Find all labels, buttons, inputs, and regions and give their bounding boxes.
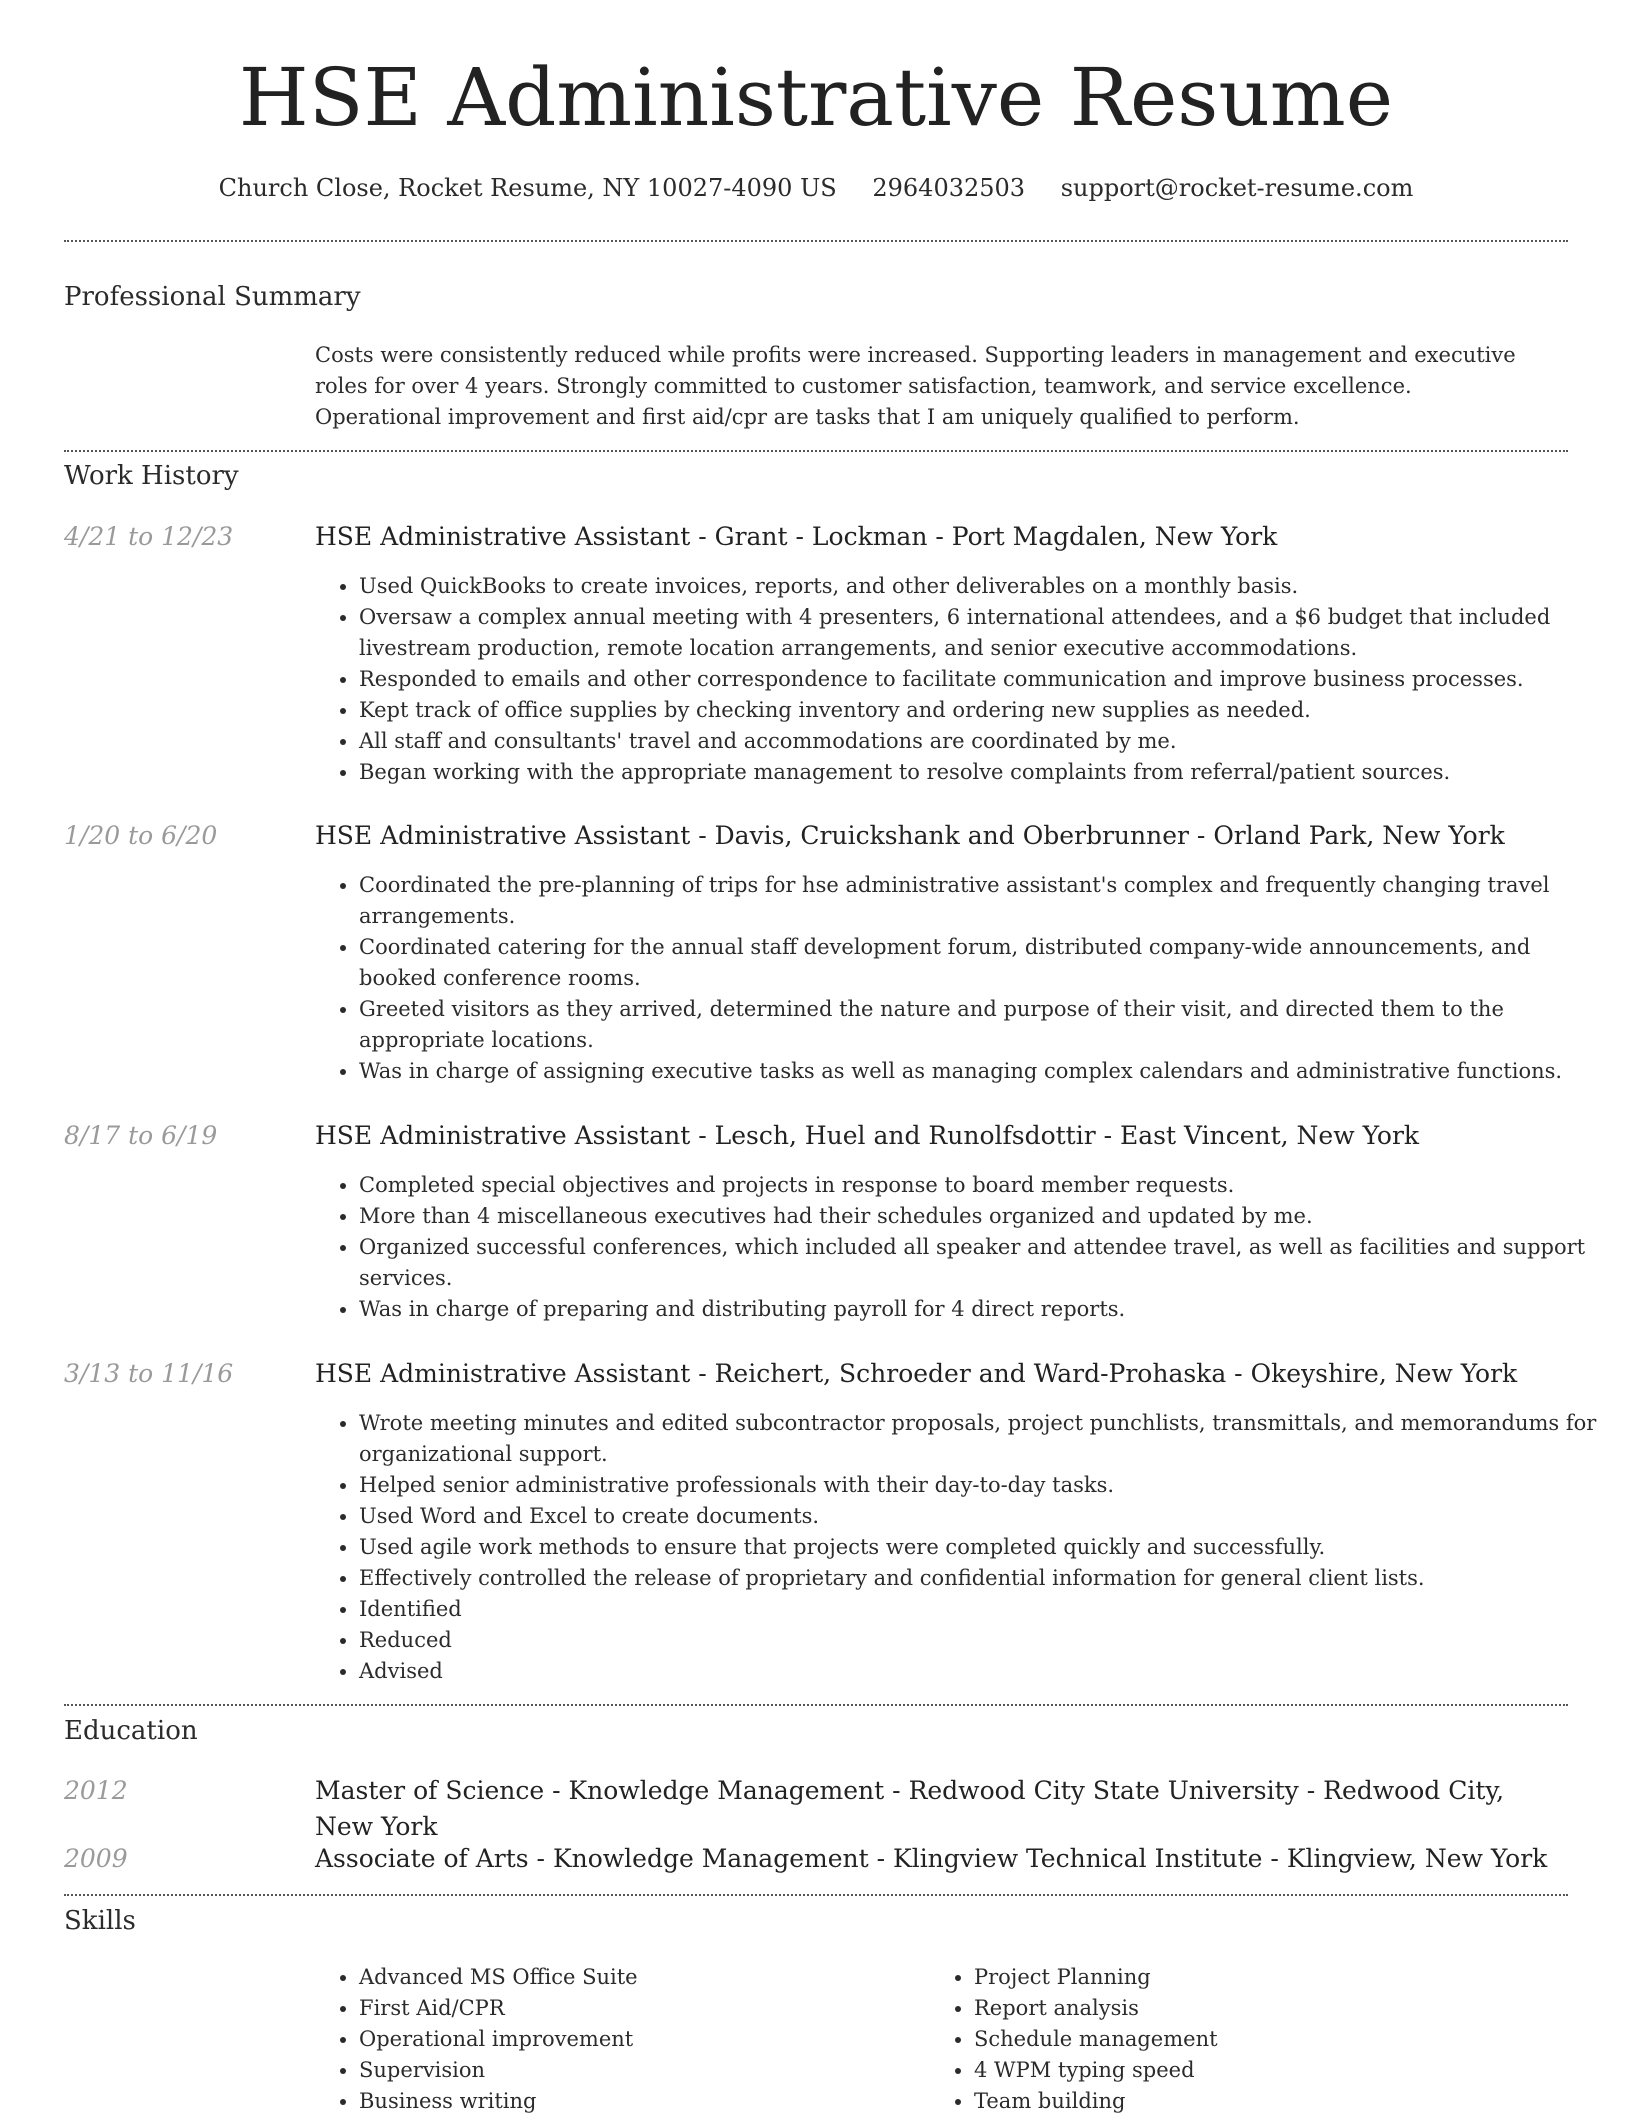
section-title-summary: Professional Summary [64,282,361,312]
skill-item: • First Aid/CPR [359,1993,638,2024]
job-role: HSE Administrative Assistant [315,821,691,850]
contact-email: support@rocket-resume.com [1060,174,1414,202]
education-heading: Master of Science - Knowledge Management - Redwood City State University - Redwood City, New York [315,1776,1505,1841]
education-school: Klingview Technical Institute [893,1844,1263,1873]
skill-item: • Operational improvement [359,2024,638,2055]
education-location: Redwood City, New York [315,1776,1505,1841]
job-bullets [315,870,1612,1087]
skill-item: • Team building [974,2086,1218,2117]
job-heading: HSE Administrative Assistant - Lesch, Huel and Runolfsdottir - East Vincent, New York [315,1121,1420,1150]
list-item: • All staff and consultants' travel and accommodations are coordinated by me. [359,726,1612,757]
list-item: • Greeted visitors as they arrived, determined the nature and purpose of their visit, and directed them to the appropriate locations. [359,994,1612,1056]
job-role: HSE Administrative Assistant [315,522,691,551]
list-item: • Helped senior administrative professionals with their day-to-day tasks. [359,1470,1612,1501]
divider [64,1704,1568,1706]
skill-item: • Advanced MS Office Suite [359,1962,638,1993]
job-bullets [315,1408,1612,1687]
list-item: • Oversaw a complex annual meeting with 4 presenters, 6 international attendees, and a $6 budget that included livestream production, remote location arrangements, and senior executive accommodations. [359,602,1612,664]
job-date: 4/21 to 12/23 [64,522,234,551]
section-title-education: Education [64,1716,198,1746]
skill-item: • Business writing [359,2086,638,2117]
education-field: Knowledge Management [568,1776,885,1805]
list-item: • Kept track of office supplies by checking inventory and ordering new supplies as needed. [359,695,1612,726]
education-field: Knowledge Management [552,1844,869,1873]
job-location: Okeyshire, New York [1250,1359,1518,1388]
job-role: HSE Administrative Assistant [315,1121,691,1150]
job-location: Port Magdalen, New York [951,522,1278,551]
list-item: • Was in charge of preparing and distributing payroll for 4 direct reports. [359,1294,1612,1325]
list-item: • Advised [359,1656,1612,1687]
list-item: • More than 4 miscellaneous executives had their schedules organized and updated by me. [359,1201,1612,1232]
list-item: • Effectively controlled the release of proprietary and confidential information for general client lists. [359,1563,1612,1594]
list-item: • Reduced [359,1625,1612,1656]
skill-item: • Report analysis [974,1993,1218,2024]
section-title-work-history: Work History [64,461,239,491]
job-heading: HSE Administrative Assistant - Grant - Lockman - Port Magdalen, New York [315,522,1278,551]
divider [64,450,1568,452]
job-heading: HSE Administrative Assistant - Davis, Cruickshank and Oberbrunner - Orland Park, New York [315,821,1505,850]
job-date: 3/13 to 11/16 [64,1359,234,1388]
list-item: • Used QuickBooks to create invoices, reports, and other deliverables on a monthly basis. [359,571,1612,602]
list-item: • Used agile work methods to ensure that projects were completed quickly and successfully. [359,1532,1612,1563]
list-item: • Identified [359,1594,1612,1625]
job-location: Orland Park, New York [1213,821,1505,850]
skill-item: • 4 WPM typing speed [974,2055,1218,2086]
resume-title: HSE Administrative Resume [238,51,1394,144]
list-item: • Was in charge of assigning executive tasks as well as managing complex calendars and administrative functions. [359,1056,1612,1087]
job-bullets [315,571,1612,788]
skills-list-left [315,1962,638,2117]
job-date: 8/17 to 6/19 [64,1121,218,1150]
job-company: Davis, Cruickshank and Oberbrunner [714,821,1189,850]
skill-item: • Supervision [359,2055,638,2086]
education-degree: Master of Science [315,1776,545,1805]
list-item: • Coordinated catering for the annual staff development forum, distributed company-wide announcements, and booked conference rooms. [359,932,1612,994]
list-item: • Used Word and Excel to create documents. [359,1501,1612,1532]
contact-phone: 2964032503 [872,174,1026,202]
list-item: • Began working with the appropriate management to resolve complaints from referral/patient sources. [359,757,1612,788]
job-location: East Vincent, New York [1120,1121,1420,1150]
education-location: Klingview, New York [1286,1844,1548,1873]
list-item: • Wrote meeting minutes and edited subcontractor proposals, project punchlists, transmittals, and memorandums for organizational support. [359,1408,1612,1470]
job-company: Reichert, Schroeder and Ward-Prohaska [714,1359,1227,1388]
skill-item: • Schedule management [974,2024,1218,2055]
list-item: • Organized successful conferences, which included all speaker and attendee travel, as well as facilities and support services. [359,1232,1612,1294]
skill-item: • Project Planning [974,1962,1218,1993]
job-date: 1/20 to 6/20 [64,821,218,850]
divider [64,1894,1568,1896]
education-degree: Associate of Arts [315,1844,529,1873]
list-item: • Coordinated the pre-planning of trips for hse administrative assistant's complex and frequently changing travel arrangements. [359,870,1612,932]
education-heading: Associate of Arts - Knowledge Management - Klingview Technical Institute - Klingview, New York [315,1844,1548,1873]
job-bullets [315,1170,1612,1325]
education-school: Redwood City State University [908,1776,1299,1805]
list-item: • Responded to emails and other correspondence to facilitate communication and improve business processes. [359,664,1612,695]
contact-line [0,174,1632,202]
section-title-skills: Skills [64,1906,136,1936]
education-date: 2012 [64,1776,128,1805]
skills-list-right [930,1962,1218,2117]
job-company: Lesch, Huel and Runolfsdottir [714,1121,1096,1150]
education-date: 2009 [64,1844,128,1873]
job-heading: HSE Administrative Assistant - Reichert, Schroeder and Ward-Prohaska - Okeyshire, New York [315,1359,1518,1388]
list-item: • Completed special objectives and projects in response to board member requests. [359,1170,1612,1201]
divider [64,240,1568,242]
job-role: HSE Administrative Assistant [315,1359,691,1388]
job-company: Grant - Lockman [714,522,928,551]
summary-text: Costs were consistently reduced while profits were increased. Supporting leaders in management and executive roles for over 4 years. Strongly committed to customer satisfaction, teamwork, and service excellence. Operational improvement and first aid/cpr are tasks that I am uniquely qualified to perform. [315,343,1516,429]
contact-address: Church Close, Rocket Resume, NY 10027-4090 US [218,174,837,202]
